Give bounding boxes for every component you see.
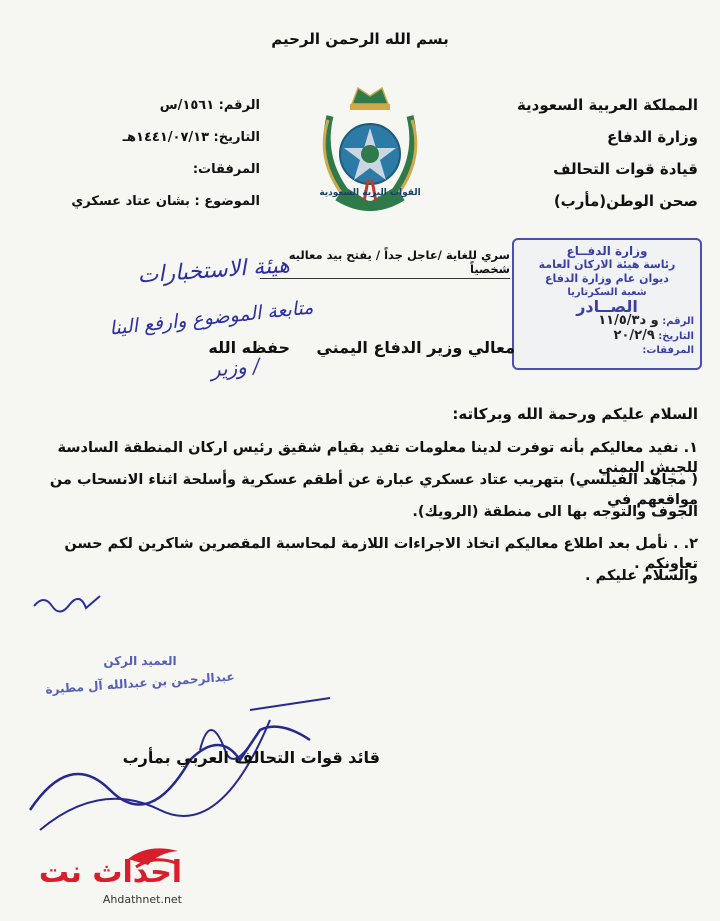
signatory-name: عبدالرحمن بن عبدالله آل مطيرة [44, 669, 236, 697]
greeting: السلام عليكم ورحمة الله وبركاته: [452, 405, 698, 423]
body-line-3: الجوف والتوجه بها الى منطقة (الرويك). [412, 504, 698, 520]
header-number: الرقم: ١٥٦١/س [159, 98, 260, 113]
handwritten-line-2: متابعة الموضوع وارفع الينا [108, 296, 315, 340]
stamp-number-row [514, 314, 700, 329]
saudi-land-forces-emblem-icon [310, 76, 430, 220]
stamp-line-outgoing: الصــادر [576, 297, 638, 316]
header-attachments: المرفقات: [192, 162, 260, 177]
body-line-1: ١. نفيد معاليكم بأنه توفرت لدينا معلومات تفيد بقيام شقيق رئيس اركان المنطقة السادسة للجيش اليمني [57, 440, 698, 476]
body-line-5: والسلام عليكم . [585, 568, 698, 584]
stamp-date-label: التاريخ: [658, 331, 694, 342]
signatory-title: قائد قوات التحالف العربي بمأرب [122, 748, 380, 767]
signatory-rank: العميد الركن [103, 654, 177, 668]
watermark-brand: احداث نت [38, 855, 182, 890]
stamp-line-ministry: وزارة الدفــاع [566, 244, 648, 258]
stamp-line-office: ديوان عام وزارة الدفاع [545, 272, 669, 285]
stamp-line-staff: رئاسة هيئة الاركان العامة [538, 258, 676, 271]
basmala: بسم الله الرحمن الرحيم [271, 30, 449, 48]
site-watermark [8, 845, 183, 906]
classification-note: سري للغاية /عاجل جداً / يفتح بيد معاليه شخصياً [260, 248, 510, 279]
stamp-date-value: ٢٠/٢/٩ [613, 328, 655, 343]
emblem-caption: القوات البرية السعودية [319, 188, 421, 198]
header-date: التاريخ: ١٤٤١/٠٧/١٣هـ [122, 130, 260, 145]
header-location: صحن الوطن(مأرب) [553, 192, 698, 210]
stamp-number-value: و د١١/٥/٣ [598, 313, 659, 328]
body-line-2: ( مجاهد الفيلسي) بتهريب عتاد عسكري عبارة عن أطقم عسكرية وأسلحة اثناء الانسحاب من مواقعهم في [49, 472, 698, 508]
blessing: حفظه الله [208, 338, 290, 357]
handwritten-line-3: / وزير [209, 353, 261, 382]
watermark-url: Ahdathnet.net [102, 893, 182, 906]
stamp-line-secretariat: شعبة السكرتاريا [567, 287, 647, 298]
initials-scribble-icon [30, 586, 110, 618]
body-line-4: ٢. . نأمل بعد اطلاع معاليكم اتخاذ الاجراءات اللازمة لمحاسبة المقصرين شاكرين لكم حسن تعاونكم . [64, 536, 698, 572]
header-country: المملكة العربية السعودية [516, 96, 698, 114]
stamp-number-label: الرقم: [662, 316, 694, 327]
header-ministry: وزارة الدفاع [607, 128, 698, 146]
header-subject: الموضوع : بشان عتاد عسكري [71, 194, 260, 209]
stamp-attachments-label: المرفقات: [642, 345, 694, 356]
incoming-stamp [512, 238, 702, 370]
header-command: قيادة قوات التحالف [553, 160, 698, 178]
stamp-date-row [514, 329, 700, 344]
handwritten-line-1: هيئة الاستخبارات [136, 252, 291, 289]
addressee: معالي وزير الدفاع اليمني [316, 338, 515, 357]
